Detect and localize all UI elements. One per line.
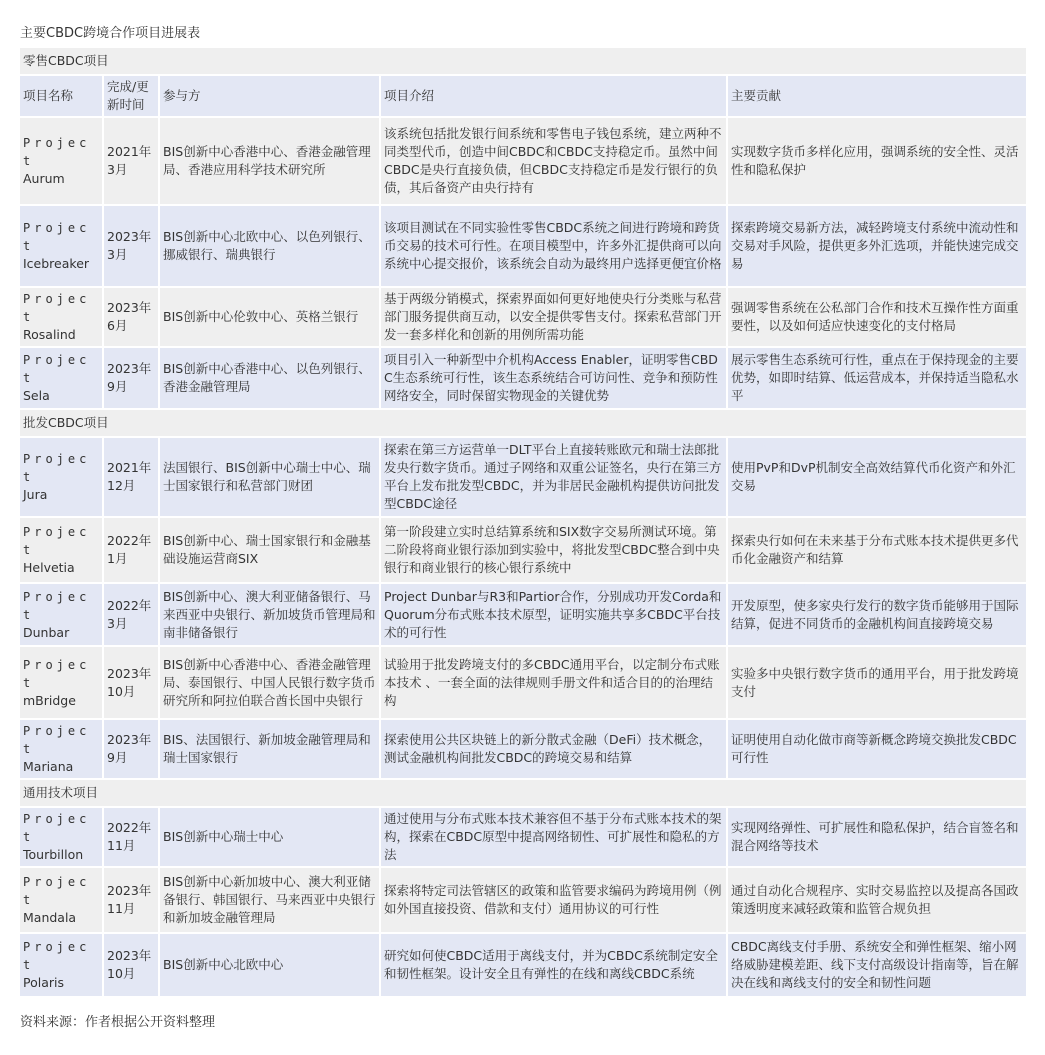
project-name: Icebreaker [23, 256, 90, 271]
parties-cell: BIS、法国银行、新加坡金融管理局和瑞士国家银行 [160, 720, 379, 778]
table-row [20, 206, 1026, 286]
project-name: Rosalind [23, 327, 76, 342]
intro-cell: 研究如何使CBDC适用于离线支付，并为CBDC系统制定安全和韧性框架。设计安全且有弹性的在线和离线CBDC系统 [381, 934, 726, 996]
intro-cell: Project Dunbar与R3和Partior合作，分别成功开发Corda和Quorum分布式账本技术原型，证明实施共享多CBDC平台技术的可行性 [381, 584, 726, 645]
intro-cell: 探索在第三方运营单一DLT平台上直接转账欧元和瑞士法郎批发央行数字货币。通过子网络和双重公证签名，央行在第三方平台上发布批发型CBDC，并为非居民金融机构提供访问批发型CBDC途径 [381, 438, 726, 516]
project-name-cell [20, 720, 102, 778]
project-name: Mandala [23, 910, 77, 925]
parties-cell: 法国银行、BIS创新中心瑞士中心、瑞士国家银行和私营部门财团 [160, 438, 379, 516]
date-cell: 2023年10月 [104, 647, 158, 718]
intro-cell: 试验用于批发跨境支付的多CBDC通用平台，以定制分布式账本技术 、一套全面的法律规则手册文件和适合目的的治理结构 [381, 647, 726, 718]
project-name-cell [20, 288, 102, 346]
date-cell: 2021年3月 [104, 118, 158, 204]
intro-cell: 第一阶段建立实时总结算系统和SIX数字交易所测试环境。第二阶段将商业银行添加到实验中，将批发型CBDC整合到中央银行和商业银行的核心银行系统中 [381, 518, 726, 582]
project-name-cell [20, 868, 102, 932]
contribution-cell: 开发原型，使多家央行发行的数字货币能够用于国际结算，促进不同货币的金融机构间直接跨境交易 [728, 584, 1026, 645]
date-cell: 2023年10月 [104, 934, 158, 996]
date-cell: 2022年1月 [104, 518, 158, 582]
table-row [20, 288, 1026, 346]
section-row [20, 410, 1026, 436]
project-prefix: Project [23, 292, 91, 324]
column-header: 参与方 [160, 76, 379, 116]
date-cell: 2023年6月 [104, 288, 158, 346]
parties-cell: BIS创新中心、瑞士国家银行和金融基础设施运营商SIX [160, 518, 379, 582]
column-header: 主要贡献 [728, 76, 1026, 116]
date-cell: 2022年3月 [104, 584, 158, 645]
table-row [20, 934, 1026, 996]
project-name: Polaris [23, 975, 64, 990]
project-prefix: Project [23, 657, 91, 690]
project-prefix: Project [23, 452, 91, 484]
project-name: Dunbar [23, 624, 70, 640]
contribution-cell: 实现网络弹性、可扩展性和隐私保护，结合盲签名和混合网络等技术 [728, 808, 1026, 866]
intro-cell: 项目引入一种新型中介机构Access Enabler，证明零售CBDC生态系统可行性，该生态系统结合可访问性、竞争和预防性网络安全，同时保留实物现金的关键优势 [381, 348, 726, 408]
project-prefix: Project [23, 724, 91, 756]
column-header: 项目介绍 [381, 76, 726, 116]
contribution-cell: 证明使用自动化做市商等新概念跨境交换批发CBDC可行性 [728, 720, 1026, 778]
project-name: Sela [23, 388, 50, 403]
project-name: Tourbillon [23, 847, 84, 862]
date-cell: 2023年11月 [104, 868, 158, 932]
table-row [20, 118, 1026, 204]
section-title: 批发CBDC项目 [20, 410, 1026, 436]
table-title: 主要CBDC跨境合作项目进展表 [20, 26, 201, 41]
table-row [20, 348, 1026, 408]
table-row [20, 808, 1026, 866]
table-row [20, 584, 1026, 645]
table-row [20, 868, 1026, 932]
project-prefix: Project [23, 940, 91, 972]
contribution-cell: 强调零售系统在公私部门合作和技术互操作性方面重要性，以及如何适应快速变化的支付格局 [728, 288, 1026, 346]
intro-cell: 该系统包括批发银行间系统和零售电子钱包系统，建立两种不同类型代币，创造中间CBDC和CBDC支持稳定币。虽然中间CBDC是央行直接负债，但CBDC支持稳定币是发行银行的负债，其后备资产由央行持有 [381, 118, 726, 204]
contribution-cell: 使用PvP和DvP机制安全高效结算代币化资产和外汇交易 [728, 438, 1026, 516]
contribution-cell: 通过自动化合规程序、实时交易监控以及提高各国政策透明度来减轻政策和监管合规负担 [728, 868, 1026, 932]
intro-cell: 通过使用与分布式账本技术兼容但不基于分布式账本技术的架构，探索在CBDC原型中提高网络韧性、可扩展性和隐私的方法 [381, 808, 726, 866]
date-cell: 2023年9月 [104, 720, 158, 778]
project-prefix: Project [23, 136, 91, 168]
project-name: Jura [23, 487, 48, 502]
intro-cell: 该项目测试在不同实验性零售CBDC系统之间进行跨境和跨货币交易的技术可行性。在项目模型中，许多外汇提供商可以向系统中心提交报价，该系统会自动为最终用户选择更便宜价格 [381, 206, 726, 286]
contribution-cell: 实现数字货币多样化应用，强调系统的安全性、灵活性和隐私保护 [728, 118, 1026, 204]
project-prefix: Project [23, 589, 91, 622]
section-title: 通用技术项目 [20, 780, 1026, 806]
project-prefix: Project [23, 525, 91, 557]
intro-cell: 探索使用公共区块链上的新分散式金融（DeFi）技术概念，测试金融机构间批发CBDC的跨境交易和结算 [381, 720, 726, 778]
date-cell: 2021年12月 [104, 438, 158, 516]
section-row [20, 48, 1026, 74]
cbdc-projects-table [18, 46, 1028, 998]
project-prefix: Project [23, 353, 91, 385]
table-row [20, 720, 1026, 778]
table-row [20, 438, 1026, 516]
parties-cell: BIS创新中心北欧中心 [160, 934, 379, 996]
contribution-cell: 探索跨境交易新方法，减轻跨境支付系统中流动性和交易对手风险，提供更多外汇选项，并能快速完成交易 [728, 206, 1026, 286]
project-name-cell [20, 348, 102, 408]
contribution-cell: 展示零售生态系统可行性，重点在于保持现金的主要优势，如即时结算、低运营成本，并保持适当隐私水平 [728, 348, 1026, 408]
project-name-cell [20, 584, 102, 645]
project-name: mBridge [23, 692, 76, 708]
project-name: Mariana [23, 759, 74, 774]
contribution-cell: 实验多中央银行数字货币的通用平台，用于批发跨境支付 [728, 647, 1026, 718]
contribution-cell: CBDC离线支付手册、系统安全和弹性框架、缩小网络威胁建模差距、线下支付高级设计指南等，旨在解决在线和离线支付的安全和韧性问题 [728, 934, 1026, 996]
date-cell: 2023年3月 [104, 206, 158, 286]
project-name-cell [20, 518, 102, 582]
date-cell: 2023年9月 [104, 348, 158, 408]
section-row [20, 780, 1026, 806]
column-header: 完成/更新时间 [104, 76, 158, 116]
parties-cell: BIS创新中心伦敦中心、英格兰银行 [160, 288, 379, 346]
date-cell: 2022年11月 [104, 808, 158, 866]
section-title: 零售CBDC项目 [20, 48, 1026, 74]
parties-cell: BIS创新中心香港中心、香港金融管理局、泰国银行、中国人民银行数字货币研究所和阿拉伯联合酋长国中央银行 [160, 647, 379, 718]
project-prefix: Project [23, 221, 91, 253]
project-name-cell [20, 934, 102, 996]
table-row [20, 518, 1026, 582]
parties-cell: BIS创新中心香港中心、香港金融管理局、香港应用科学技术研究所 [160, 118, 379, 204]
intro-cell: 基于两级分销模式，探索界面如何更好地使央行分类账与私营部门服务提供商互动，以安全提供零售支付。探索私营部门开发一套多样化和创新的用例所需功能 [381, 288, 726, 346]
project-prefix: Project [23, 875, 91, 907]
project-name: Aurum [23, 171, 65, 186]
intro-cell: 探索将特定司法管辖区的政策和监管要求编码为跨境用例（例如外国直接投资、借款和支付）通用协议的可行性 [381, 868, 726, 932]
parties-cell: BIS创新中心、澳大利亚储备银行、马来西亚中央银行、新加坡货币管理局和南非储备银行 [160, 584, 379, 645]
project-name: Helvetia [23, 560, 75, 575]
parties-cell: BIS创新中心瑞士中心 [160, 808, 379, 866]
project-name-cell [20, 206, 102, 286]
project-name-cell [20, 118, 102, 204]
parties-cell: BIS创新中心新加坡中心、澳大利亚储备银行、韩国银行、马来西亚中央银行和新加坡金融管理局 [160, 868, 379, 932]
column-header: 项目名称 [20, 76, 102, 116]
project-prefix: Project [23, 812, 91, 844]
table-row [20, 647, 1026, 718]
parties-cell: BIS创新中心香港中心、以色列银行、香港金融管理局 [160, 348, 379, 408]
project-name-cell [20, 647, 102, 718]
project-name-cell [20, 438, 102, 516]
contribution-cell: 探索央行如何在未来基于分布式账本技术提供更多代币化金融资产和结算 [728, 518, 1026, 582]
source-note: 资料来源：作者根据公开资料整理 [20, 1015, 216, 1030]
project-name-cell [20, 808, 102, 866]
header-row [20, 76, 1026, 116]
parties-cell: BIS创新中心北欧中心、以色列银行、挪威银行、瑞典银行 [160, 206, 379, 286]
